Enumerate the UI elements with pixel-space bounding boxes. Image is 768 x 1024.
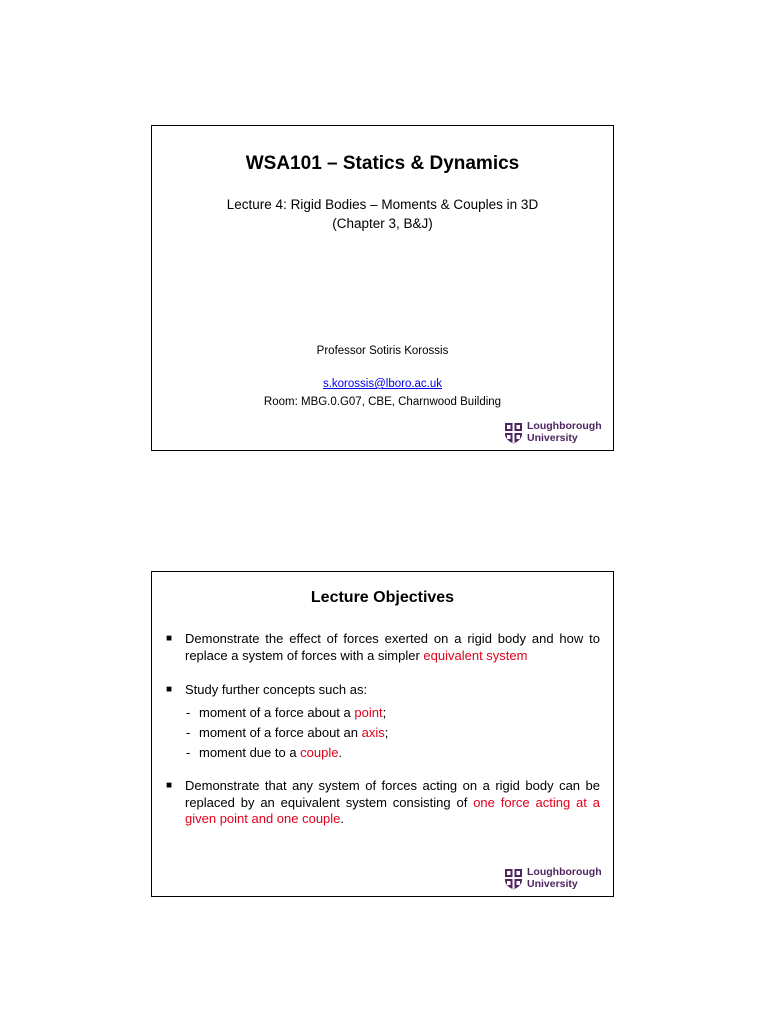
bullet-square-icon: ■ bbox=[166, 780, 173, 791]
objective-bullet-2 bbox=[166, 682, 600, 699]
subitem-1-text: moment of a force about a bbox=[199, 705, 355, 720]
objective-bullet-1 bbox=[166, 631, 600, 664]
bullet-3-text bbox=[185, 778, 600, 828]
objective-bullet-3 bbox=[166, 778, 600, 828]
logo-line-1: Loughborough bbox=[527, 866, 602, 878]
bullet-3-suffix: . bbox=[340, 811, 345, 826]
subitem-1-suffix: ; bbox=[382, 705, 387, 720]
objectives-title: Lecture Objectives bbox=[310, 589, 455, 606]
university-logo bbox=[504, 866, 608, 892]
crest-icon bbox=[504, 868, 523, 890]
university-logo bbox=[504, 420, 608, 446]
bullet-square-icon: ■ bbox=[166, 684, 173, 695]
subitem-couple bbox=[186, 745, 342, 761]
subitem-2-suffix: ; bbox=[384, 725, 389, 740]
email-row bbox=[152, 374, 613, 392]
room-info: Room: MBG.0.G07, CBE, Charnwood Building bbox=[263, 396, 502, 408]
email-link[interactable]: s.korossis@lboro.ac.uk bbox=[322, 378, 443, 390]
lecture-course-title: WSA101 – Statics & Dynamics bbox=[245, 153, 520, 174]
professor-name: Professor Sotiris Korossis bbox=[316, 345, 449, 357]
subitem-3-text: moment due to a bbox=[199, 745, 301, 760]
subitem-axis bbox=[186, 725, 388, 741]
dash-icon: - bbox=[186, 725, 191, 740]
subitem-3-suffix: . bbox=[338, 745, 343, 760]
crest-icon bbox=[504, 422, 523, 444]
logo-line-1: Loughborough bbox=[527, 420, 602, 432]
slide-objectives bbox=[151, 571, 614, 897]
logo-line-2: University bbox=[527, 431, 578, 444]
bullet-3-highlight: one force acting at a given point and one couple bbox=[185, 794, 600, 826]
subitem-3-highlight: couple bbox=[300, 745, 339, 760]
subitem-2-highlight: axis bbox=[361, 725, 385, 740]
bullet-3-body: Demonstrate that any system of forces acting on a rigid body can be replaced by an equivalent system consisting of bbox=[185, 778, 600, 810]
bullet-1-highlight: equivalent system bbox=[423, 647, 528, 663]
dash-icon: - bbox=[186, 705, 191, 720]
subitem-1-highlight: point bbox=[354, 705, 383, 720]
dash-icon: - bbox=[186, 745, 191, 760]
logo-line-2: University bbox=[527, 877, 578, 890]
subitem-2-text: moment of a force about an bbox=[199, 725, 362, 740]
lecture-chapter: (Chapter 3, B&J) bbox=[332, 216, 433, 231]
bullet-square-icon: ■ bbox=[166, 633, 173, 644]
logo-text bbox=[527, 867, 602, 890]
bullet-1-text bbox=[185, 631, 600, 664]
slide-title bbox=[151, 125, 614, 451]
logo-text bbox=[527, 421, 602, 444]
bullet-1-body: Demonstrate the effect of forces exerted on a rigid body and how to replace a system of forces with a simpler bbox=[185, 631, 600, 663]
bullet-2-text: Study further concepts such as: bbox=[185, 682, 368, 697]
lecture-subtitle: Lecture 4: Rigid Bodies – Moments & Couples in 3D bbox=[226, 197, 539, 212]
subitem-point bbox=[186, 705, 386, 721]
